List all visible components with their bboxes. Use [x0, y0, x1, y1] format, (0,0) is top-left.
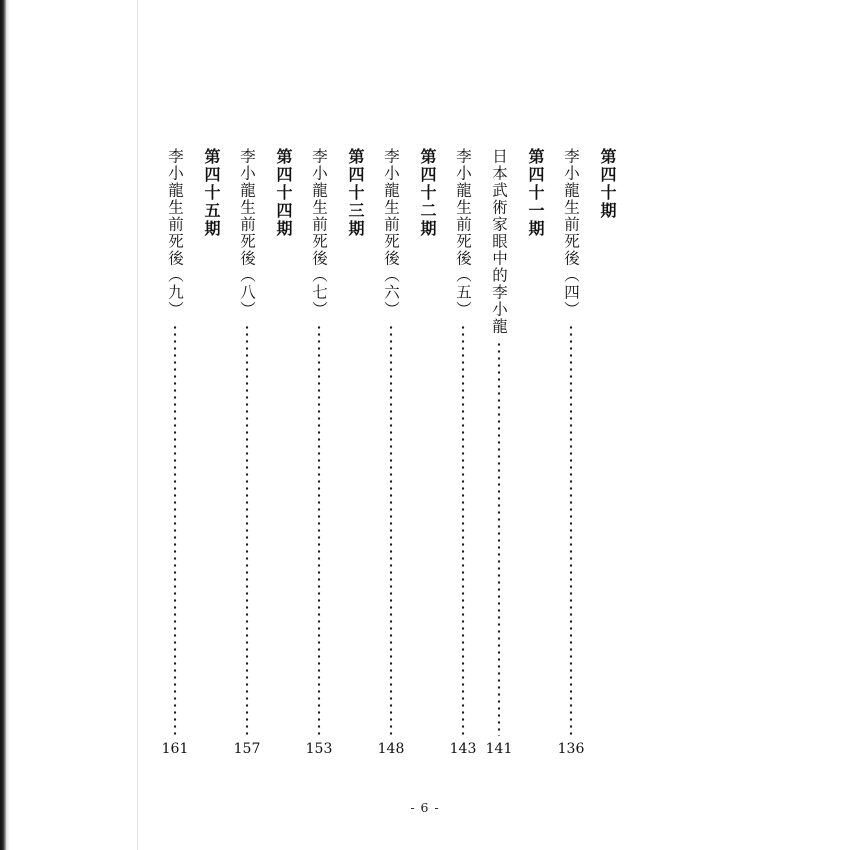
toc-entry[interactable]	[265, 148, 301, 758]
toc-entry-title: 日本武術家眼中的李小龍	[490, 148, 508, 335]
toc-dot-leader	[497, 341, 501, 736]
toc-entry[interactable]	[589, 148, 625, 758]
toc-dot-leader	[389, 324, 393, 736]
toc-page-number: 148	[377, 741, 405, 757]
toc-dot-leader	[605, 226, 609, 736]
page-edge-shadow	[0, 0, 7, 850]
toc-page-number: 153	[305, 741, 333, 757]
toc-entry[interactable]	[373, 148, 409, 758]
toc-entry-title: 李小龍生前死後（四）	[562, 148, 580, 318]
toc-entry[interactable]	[229, 148, 265, 758]
toc-dot-leader	[569, 324, 573, 736]
toc-dot-leader	[425, 244, 429, 736]
toc-dot-leader	[533, 244, 537, 736]
toc-page-number: 157	[233, 741, 261, 757]
toc-section-heading: 第四十三期	[346, 148, 365, 238]
toc-section-heading: 第四十二期	[418, 148, 437, 238]
toc-entry[interactable]	[337, 148, 373, 758]
page-edge-highlight	[7, 0, 10, 850]
toc-entry[interactable]	[481, 148, 517, 758]
page-folio: - 6 -	[410, 800, 440, 815]
toc-entry-title: 李小龍生前死後（九）	[166, 148, 184, 318]
toc-entry-title: 李小龍生前死後（五）	[454, 148, 472, 318]
toc-entry-title: 李小龍生前死後（六）	[382, 148, 400, 318]
toc-dot-leader	[245, 324, 249, 736]
toc-dot-leader	[281, 244, 285, 736]
toc-section-heading: 第四十五期	[202, 148, 221, 238]
toc-page-number: 136	[557, 741, 585, 757]
toc-entry[interactable]	[301, 148, 337, 758]
toc-dot-leader	[317, 324, 321, 736]
toc-section-heading: 第四十四期	[274, 148, 293, 238]
toc-dot-leader	[173, 324, 177, 736]
toc-entry[interactable]	[409, 148, 445, 758]
toc-entry[interactable]	[517, 148, 553, 758]
toc-dot-leader	[353, 244, 357, 736]
toc-dot-leader	[461, 324, 465, 736]
toc-page-number: 161	[161, 741, 189, 757]
toc-entry[interactable]	[193, 148, 229, 758]
toc-page-number: 141	[485, 741, 513, 757]
table-of-contents	[161, 148, 625, 758]
toc-page-number: 143	[449, 741, 477, 757]
toc-entry[interactable]	[445, 148, 481, 758]
toc-section-heading: 第四十一期	[526, 148, 545, 238]
toc-section-heading: 第四十期	[598, 148, 617, 220]
toc-entry[interactable]	[553, 148, 589, 758]
toc-entry[interactable]	[157, 148, 193, 758]
gutter-rule	[137, 0, 138, 850]
toc-entry-title: 李小龍生前死後（八）	[238, 148, 256, 318]
toc-entry-title: 李小龍生前死後（七）	[310, 148, 328, 318]
toc-dot-leader	[209, 244, 213, 736]
